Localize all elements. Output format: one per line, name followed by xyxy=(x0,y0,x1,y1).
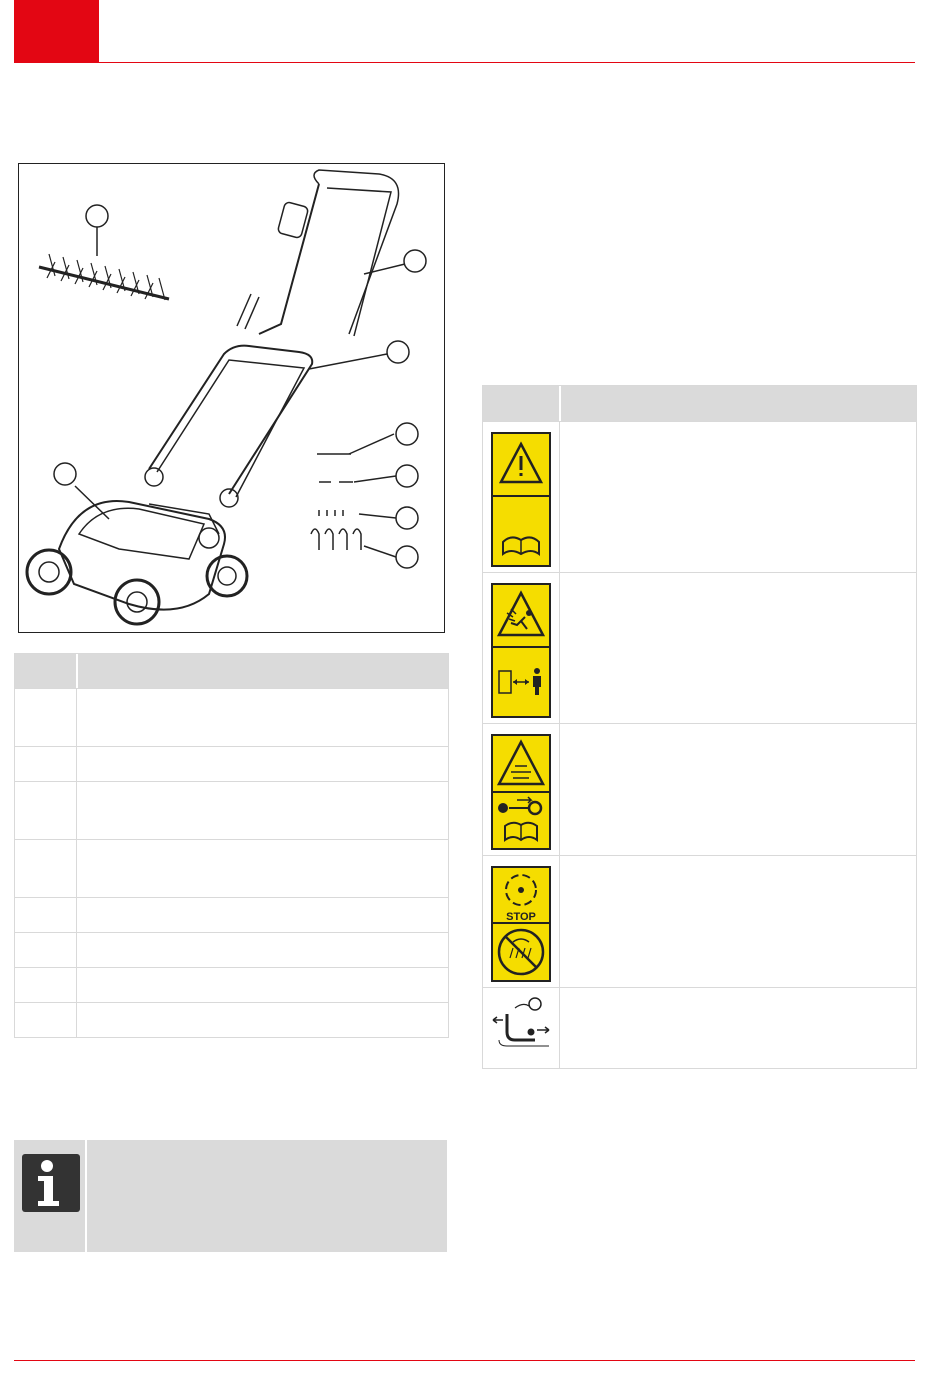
table-row xyxy=(483,855,916,987)
table-row xyxy=(15,897,448,932)
table-row xyxy=(483,421,916,572)
info-icon-cell xyxy=(14,1140,87,1252)
table-row xyxy=(15,839,448,897)
footer-rule xyxy=(14,1360,915,1361)
symbols-header-meaning-cell xyxy=(561,386,916,421)
parts-header-number-cell xyxy=(15,654,78,688)
info-icon xyxy=(22,1154,80,1212)
rotating-blades-stop-no-rain-icon xyxy=(491,866,551,982)
safety-symbols-table xyxy=(482,385,917,1069)
chapter-tab xyxy=(14,0,99,63)
table-row xyxy=(15,1002,448,1037)
thrown-objects-keep-distance-icon xyxy=(491,583,551,718)
table-row xyxy=(15,781,448,839)
table-row xyxy=(15,967,448,1002)
table-row xyxy=(483,572,916,723)
symbols-header-symbol-cell xyxy=(483,386,561,421)
product-overview-figure xyxy=(18,163,445,633)
table-row xyxy=(15,688,448,746)
parts-table-header xyxy=(15,654,448,688)
symbols-table-header xyxy=(483,386,916,421)
info-note-box xyxy=(14,1140,447,1252)
parts-table xyxy=(14,653,449,1038)
callout-circles xyxy=(54,205,426,568)
safety-lever-icon xyxy=(489,996,555,1052)
scarifier-illustration xyxy=(19,164,444,632)
table-row xyxy=(15,932,448,967)
table-row xyxy=(483,723,916,855)
table-row xyxy=(483,987,916,1068)
remove-key-before-maintenance-icon xyxy=(491,734,551,850)
parts-header-description-cell xyxy=(78,654,448,688)
stop-label: STOP xyxy=(506,911,536,923)
table-row xyxy=(15,746,448,781)
warning-read-manual-icon xyxy=(491,432,551,567)
header-rule xyxy=(14,62,915,63)
